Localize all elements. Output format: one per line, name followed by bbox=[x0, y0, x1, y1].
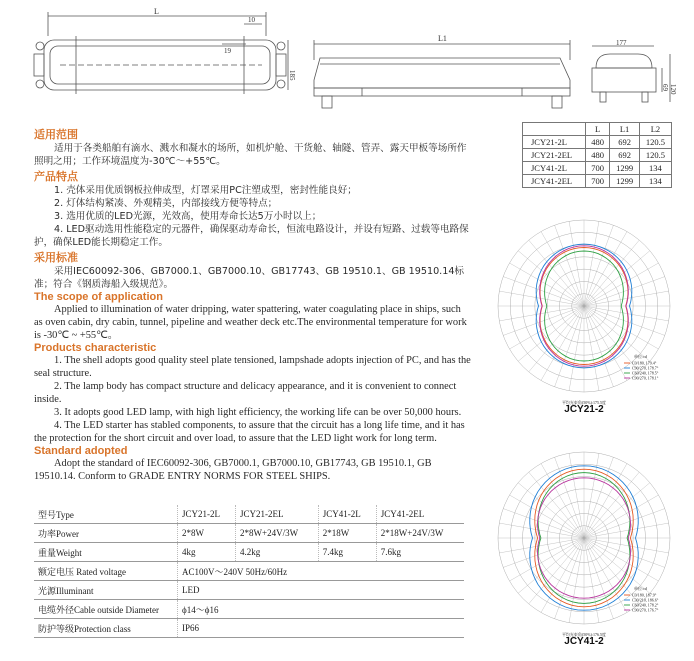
table-row: 电缆外径Cable outside Diameter ϕ14～ϕ16 bbox=[34, 600, 464, 619]
legend-entry: C90/270, 176.7° bbox=[632, 607, 659, 613]
table-row: 功率Power 2*8W 2*8W+24V/3W 2*18W 2*18W+24V/3W bbox=[34, 524, 464, 543]
svg-text:69: 69 bbox=[661, 84, 669, 91]
standard-text-cn: 采用IEC60092-306、GB7000.1、GB7000.10、GB17743、GB 19510.1、GB 19510.14标准；符合《钢质海船入级规范》。 bbox=[34, 266, 465, 290]
table-row: JCY41-2L 700 1299 134 bbox=[523, 162, 672, 175]
spec-table bbox=[34, 505, 464, 638]
polar-diagram-jcy41 bbox=[484, 440, 684, 660]
dim-L-label: L bbox=[154, 7, 159, 16]
polar-caption: JCY21-2 bbox=[564, 404, 604, 415]
svg-text:185: 185 bbox=[288, 70, 296, 81]
legend-entry: C60/240, 178.2° bbox=[632, 602, 659, 608]
polar-bottom-note: 平均光束角(50%):175.5度 bbox=[561, 400, 607, 405]
legend-entry: C30/210, 186.6° bbox=[632, 597, 659, 603]
table-row: JCY21-2EL 480 692 120.5 bbox=[523, 149, 672, 162]
scope-title-cn: 适用范围 bbox=[34, 128, 78, 141]
dim-L1-label: L1 bbox=[438, 34, 447, 43]
table-row: 重量Weight 4kg 4.2kg 7.4kg 7.6kg bbox=[34, 543, 464, 562]
legend-entry: C0/180, 187.9° bbox=[632, 592, 657, 598]
feature-en: 2. The lamp body has compact structure and delicacy appearance, and it is convenient to connect inside. bbox=[34, 381, 457, 405]
polar-bottom-note: 平均光束角(50%):176.5度 bbox=[561, 632, 607, 637]
svg-text:120: 120 bbox=[669, 84, 677, 95]
feature-cn: 4. LED驱动选用性能稳定的元器件，确保驱动寿命长，恒流电路设计，并设有短路、过载等电路保护，确保LED能长期稳定工作。 bbox=[34, 224, 469, 248]
table-row: 光源Illuminant LED bbox=[34, 581, 464, 600]
front-view-drawing bbox=[26, 6, 296, 116]
svg-text:10: 10 bbox=[248, 16, 255, 24]
legend-title: 单位:cd bbox=[634, 354, 647, 359]
standard-text-en: Adopt the standard of IEC60092-306, GB7000.1, GB7000.10, GB17743, GB 19510.1, GB 19510.14. Conform to GRADE ENTRY NORMS FOR STEEL SHIPS. bbox=[34, 458, 432, 482]
end-view-drawing bbox=[584, 40, 680, 116]
feature-en: 3. It adopts good LED lamp, with high light efficiency, the working life can be over 50,000 hours. bbox=[54, 407, 462, 418]
feature-cn: 2. 灯体结构紧凑、外观精美，内部接线方便等特点； bbox=[54, 198, 278, 209]
polar-caption: JCY41-2 bbox=[564, 636, 604, 647]
features-title-cn: 产品特点 bbox=[34, 170, 78, 183]
legend-entry: C90/270, 178.1° bbox=[632, 375, 659, 381]
dimension-table bbox=[522, 122, 672, 188]
scope-text-cn: 适用于各类船舶有滴水、溅水和凝水的场所，如机炉舱、干货舱、轴隧、管弄、露天甲板等场所作照明之用；工作环境温度为-30℃～+55℃。 bbox=[34, 143, 467, 167]
feature-cn: 1. 壳体采用优质钢板拉伸成型，灯罩采用PC注塑成型，密封性能良好； bbox=[54, 185, 357, 196]
side-view-drawing bbox=[308, 30, 580, 116]
scope-title-en: The scope of application bbox=[34, 291, 163, 303]
svg-text:177: 177 bbox=[616, 40, 627, 47]
legend-title: 单位:cd bbox=[634, 586, 647, 591]
polar-diagram-jcy21 bbox=[484, 208, 684, 428]
features-title-en: Products characteristic bbox=[34, 342, 157, 354]
feature-en: 1. The shell adopts good quality steel plate tensioned, lampshade adopts injection of PC, and has the seal structure. bbox=[34, 355, 471, 379]
table-row: 型号Type JCY21-2L JCY21-2EL JCY41-2L JCY41-2EL bbox=[34, 505, 464, 524]
table-row: 防护等级Protection class IP66 bbox=[34, 619, 464, 638]
legend-entry: C90/270, 178.7° bbox=[632, 365, 659, 371]
table-row: JCY21-2L 480 692 120.5 bbox=[523, 136, 672, 149]
table-row: JCY41-2EL 700 1299 134 bbox=[523, 175, 672, 188]
standard-title-cn: 采用标准 bbox=[34, 251, 78, 264]
text-column bbox=[34, 126, 472, 483]
standard-title-en: Standard adopted bbox=[34, 445, 128, 457]
table-row: 额定电压 Rated voltage AC100V～240V 50Hz/60Hz bbox=[34, 562, 464, 581]
legend-entry: C0/180, 179.4° bbox=[632, 360, 657, 366]
scope-text-en: Applied to illumination of water dripping, water spattering, water coagulating place in ships, such as oven cabin, dry cabin, tunnel, pipeline and weather deck etc.The environmental temperature for work is -30℃ ~ +55℃。 bbox=[34, 304, 467, 341]
svg-text:19: 19 bbox=[224, 47, 231, 55]
feature-cn: 3. 选用优质的LED光源，光效高，使用寿命长达5万小时以上； bbox=[54, 211, 322, 222]
legend-entry: C60/240, 178.5° bbox=[632, 370, 659, 376]
feature-en: 4. The LED starter has stabled components, to assure that the circuit has a long life time, and it has the protection for the short circuit and over load, to assure that the LED light work for long term. bbox=[34, 420, 465, 444]
table-header-row: L L1 L2 bbox=[523, 123, 672, 136]
